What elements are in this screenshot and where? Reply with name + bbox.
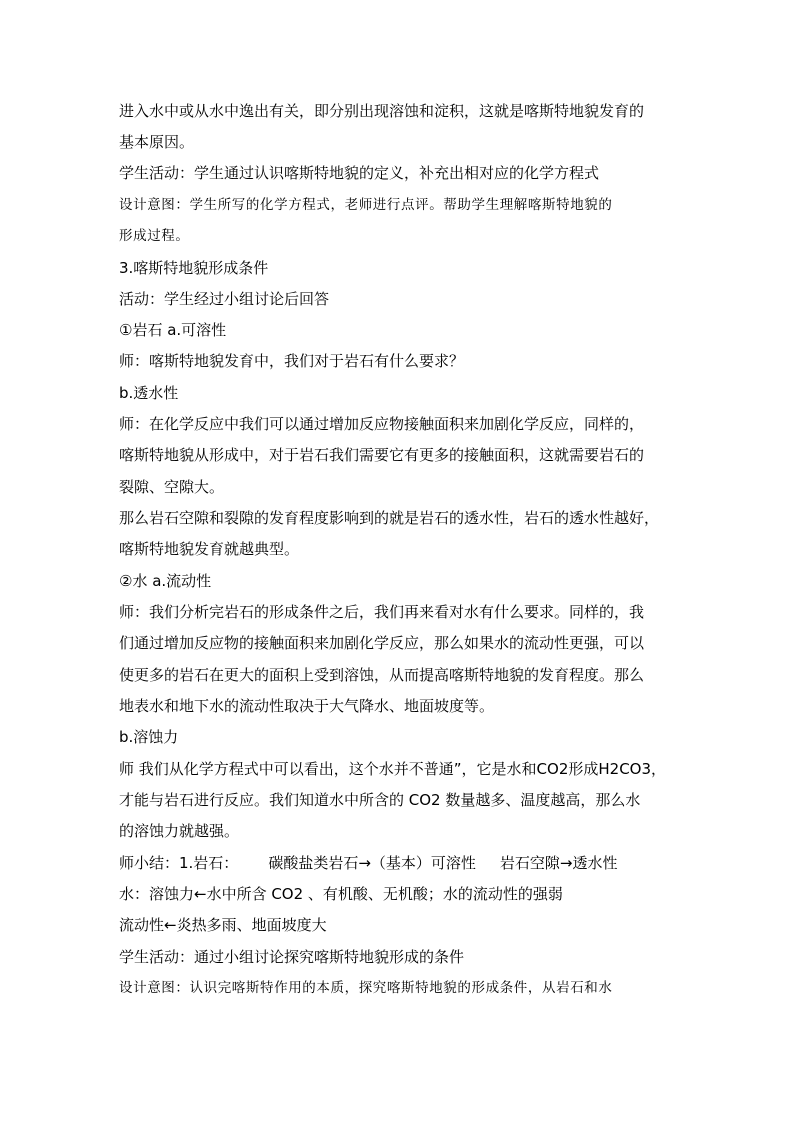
summary-soluble: 碳酸盐类岩石→（基本）可溶性 [268,854,476,872]
body-line-17: 师：我们分析完岩石的形成条件之后，我们再来看对水有什么要求。同样的，我 [119,603,645,621]
design-intent-line-1: 设计意图：学生所写的化学方程式，老师进行点评。帮助学生理解喀斯特地貌的 [119,197,613,213]
body-line-12: 喀斯特地貌从形成中，对于岩石我们需要它有更多的接触面积，这就需要岩石的 [119,446,645,464]
body-line-19: 使更多的岩石在更大的面积上受到溶蚀，从而提高喀斯特地貌的发育程度。那么 [119,666,645,684]
activity-line: 活动：学生经过小组讨论后回答 [119,290,330,308]
teacher-question-line: 师：喀斯特地貌发育中，我们对于岩石有什么要求？ [119,352,465,370]
design-intent-line-3: 设计意图：认识完喀斯特作用的本质，探究喀斯特地貌的形成条件，从岩石和水 [119,980,613,996]
body-line-11: 师：在化学反应中我们可以通过增加反应物接触面积来加剧化学反应，同样的， [119,415,645,433]
design-intent-line-2: 形成过程。 [119,228,190,244]
student-activity-line-2: 学生活动：通过小组讨论探究喀斯特地貌形成的条件 [119,948,465,966]
water-flow-heading: ②水 a.流动性 [119,572,212,590]
flow-summary-line: 流动性←炎热多雨、地面坡度大 [119,916,327,934]
water-summary-line: 水：溶蚀力←水中所含 CO2 、有机酸、无机酸；水的流动性的强弱 [119,885,563,903]
rock-solubility-line: ①岩石 a.可溶性 [119,321,227,339]
body-line-1: 进入水中或从水中逸出有关，即分别出现溶蚀和淀积，这就是喀斯特地貌发育的 [119,102,645,120]
dissolution-heading: b.溶蚀力 [119,728,179,746]
body-line-23: 才能与岩石进行反应。我们知道水中所含的 CO2 数量越多、温度越高，那么水 [119,791,641,809]
permeability-heading: b.透水性 [119,384,179,402]
body-line-13: 裂隙、空隙大。 [119,478,225,496]
body-line-15: 喀斯特地貌发育就越典型。 [119,540,300,558]
body-line-14: 那么岩石空隙和裂隙的发育程度影响到的就是岩石的透水性，岩石的透水性越好， [119,509,660,527]
summary-permeable: 岩石空隙→透水性 [499,854,618,872]
body-line-24: 的溶蚀力就越强。 [119,822,240,840]
student-activity-line: 学生活动：学生通过认识喀斯特地貌的定义，补充出相对应的化学方程式 [119,164,600,182]
body-line-2: 基本原因。 [119,133,195,151]
body-line-22: 师 我们从化学方程式中可以看出，这个水并不普通”，它是水和CO2形成H2CO3， [119,760,667,778]
summary-lead: 师小结：1.岩石： [119,854,239,872]
section-heading: 3.喀斯特地貌形成条件 [119,259,269,277]
teacher-summary-line [119,853,679,873]
body-line-18: 们通过增加反应物的接触面积来加剧化学反应，那么如果水的流动性更强，可以 [119,634,645,652]
body-line-20: 地表水和地下水的流动性取决于大气降水、地面坡度等。 [119,697,495,715]
